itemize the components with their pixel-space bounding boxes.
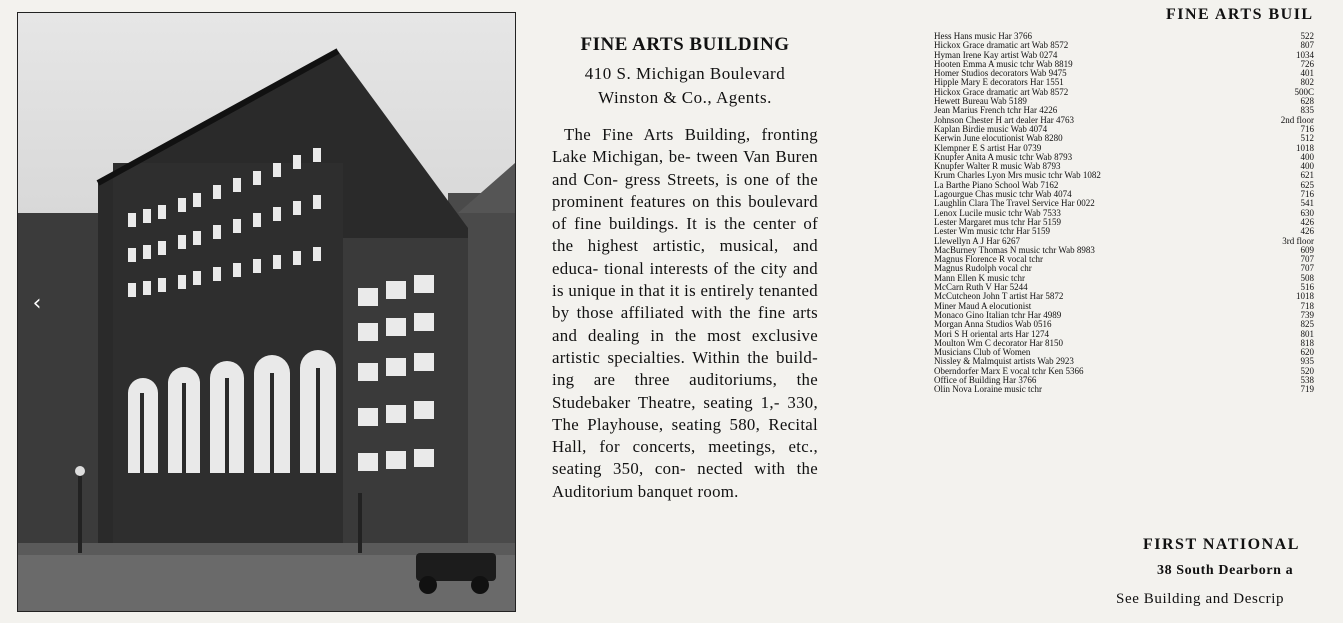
directory-row (934, 106, 1314, 115)
tenant-room: 726 (1300, 58, 1314, 69)
directory-row (934, 264, 1314, 273)
directory-row (934, 330, 1314, 339)
directory-row (934, 311, 1314, 320)
directory-row (934, 69, 1314, 78)
tenant-name: Monaco Gino Italian tchr Har 4989 (934, 310, 1062, 320)
tenant-name: Hickox Grace dramatic art Wab 8572 (934, 87, 1069, 97)
tenant-name: Kerwin June elocutionist Wab 8280 (934, 134, 1063, 144)
directory-row (934, 32, 1314, 41)
building-title: FINE ARTS BUILDING (580, 34, 790, 55)
directory-row (934, 218, 1314, 227)
directory-row (934, 237, 1314, 246)
tenant-name: Klempner E S artist Har 0739 (934, 143, 1042, 153)
tenant-name: McCarn Ruth V Har 5244 (934, 283, 1028, 293)
tenant-room: 630 (1300, 207, 1314, 218)
building-description: The Fine Arts Building, fronting Lake Michigan, be- tween Van Buren and Con- gress Streets, is one of the prominent features on this boulevard of fine buildings. It is the center of the highest artistic, musical, and educa- tional interests of the city and is unique in that it is entirely tenanted by those affiliated with the fine arts and dealing in the most exclusive artistic specialties. Within the build- ing are three auditoriums, the Studebaker Theatre, seating 1,- 330, The Playhouse, seating 580, Recital Hall, for concerts, meetings, etc., seating 350, con- nected with the Auditorium banquet room. (552, 125, 818, 501)
tenant-name: Homer Studios decorators Wab 9475 (934, 69, 1067, 79)
tenant-name: Magnus Florence R vocal tchr (934, 255, 1043, 265)
tenant-name: Nissley & Malmquist artists Wab 2923 (934, 357, 1074, 367)
tenant-name: Jean Marius French tchr Har 4226 (934, 106, 1058, 116)
directory-row (934, 339, 1314, 348)
directory-row (934, 274, 1314, 283)
directory-row (934, 97, 1314, 106)
chevron-left-icon[interactable]: ‹ (32, 291, 42, 316)
tenant-room: 716 (1300, 123, 1314, 134)
directory-row (934, 283, 1314, 292)
tenant-room: 1018 (1296, 142, 1314, 153)
tenant-directory (934, 32, 1314, 395)
directory-row (934, 348, 1314, 357)
tenant-room: 719 (1300, 384, 1314, 395)
tenant-room: 935 (1300, 356, 1314, 367)
tenant-room: 508 (1300, 272, 1314, 283)
tenant-name: Krum Charles Lyon Mrs music tchr Wab 1082 (934, 171, 1101, 181)
tenant-name: Oberndorfer Marx E vocal tchr Ken 5366 (934, 366, 1084, 376)
tenant-room: 739 (1300, 309, 1314, 320)
building-address: 410 S. Michigan Boulevard (584, 64, 786, 83)
tenant-name: Johnson Chester H art dealer Har 4763 (934, 115, 1074, 125)
tenant-room: 3rd floor (1282, 235, 1314, 246)
directory-row (934, 41, 1314, 50)
tenant-name: Hewett Bureau Wab 5189 (934, 97, 1027, 107)
directory-row (934, 367, 1314, 376)
tenant-room: 516 (1300, 282, 1314, 293)
directory-row (934, 51, 1314, 60)
tenant-room: 500C (1294, 86, 1314, 97)
tenant-room: 400 (1300, 161, 1314, 172)
tenant-room: 1018 (1296, 291, 1314, 302)
tenant-room: 401 (1300, 68, 1314, 79)
directory-row (934, 320, 1314, 329)
building-photo (17, 12, 516, 612)
tenant-room: 426 (1300, 216, 1314, 227)
building-agents: Winston & Co., Agents. (598, 88, 772, 107)
directory-row (934, 88, 1314, 97)
tenant-name: Hess Hans music Har 3766 (934, 32, 1032, 41)
directory-row (934, 302, 1314, 311)
tenant-room: 621 (1300, 170, 1314, 181)
directory-row (934, 246, 1314, 255)
tenant-room: 1034 (1296, 49, 1314, 60)
tenant-name: Miner Maud A elocutionist (934, 301, 1032, 311)
directory-row (934, 171, 1314, 180)
directory-row (934, 357, 1314, 366)
tenant-name: Moulton Wm C decorator Har 8150 (934, 338, 1064, 348)
directory-row (934, 134, 1314, 143)
tenant-room: 541 (1300, 198, 1314, 209)
tenant-room: 716 (1300, 189, 1314, 200)
tenant-name: Knupfer Walter R music Wab 8793 (934, 162, 1061, 172)
tenant-name: Lester Margaret mus tchr Har 5159 (934, 217, 1062, 227)
tenant-name: Musicians Club of Women (934, 348, 1031, 358)
description-block (552, 34, 818, 503)
tenant-name: Lenox Lucile music tchr Wab 7533 (934, 208, 1061, 218)
tenant-room: 400 (1300, 151, 1314, 162)
directory-row (934, 153, 1314, 162)
tenant-room: 426 (1300, 226, 1314, 237)
tenant-room: 707 (1300, 263, 1314, 274)
tenant-name: Morgan Anna Studios Wab 0516 (934, 320, 1052, 330)
tenant-name: Mann Ellen K music tchr (934, 273, 1025, 283)
tenant-room: 628 (1300, 96, 1314, 107)
tenant-name: Mori S H oriental arts Har 1274 (934, 329, 1049, 339)
tenant-room: 520 (1300, 365, 1314, 376)
directory-row (934, 162, 1314, 171)
tenant-room: 707 (1300, 254, 1314, 265)
directory-row (934, 60, 1314, 69)
tenant-name: Magnus Rudolph vocal chr (934, 264, 1032, 274)
directory-row (934, 190, 1314, 199)
next-building-address: 38 South Dearborn a (1157, 563, 1294, 578)
tenant-room: 620 (1300, 347, 1314, 358)
tenant-name: Knupfer Anita A music tchr Wab 8793 (934, 152, 1073, 162)
tenant-room: 538 (1300, 374, 1314, 385)
tenant-name: McCutcheon John T artist Har 5872 (934, 292, 1064, 302)
directory-row (934, 376, 1314, 385)
directory-row (934, 255, 1314, 264)
tenant-room: 2nd floor (1280, 114, 1314, 125)
tenant-name: Laughlin Clara The Travel Service Har 0022 (934, 199, 1095, 209)
building-illustration (18, 13, 515, 611)
tenant-room: 718 (1300, 300, 1314, 311)
directory-row (934, 209, 1314, 218)
directory-row (934, 181, 1314, 190)
tenant-room: 625 (1300, 179, 1314, 190)
tenant-name: Hickox Grace dramatic art Wab 8572 (934, 41, 1069, 51)
tenant-name: La Barthe Piano School Wab 7162 (934, 180, 1059, 190)
tenant-name: Llewellyn A J Har 6267 (934, 236, 1020, 246)
tenant-name: Lagourgue Chas music tchr Wab 4074 (934, 190, 1072, 200)
directory-header: FINE ARTS BUIL (1166, 6, 1314, 23)
tenant-name: Olin Nova Loraine music tchr (934, 385, 1042, 395)
tenant-room: 835 (1300, 105, 1314, 116)
tenant-room: 609 (1300, 244, 1314, 255)
next-building-title: FIRST NATIONAL (1143, 536, 1300, 553)
tenant-name: Office of Building Har 3766 (934, 375, 1037, 385)
next-building-note: See Building and Descrip (1116, 591, 1285, 607)
tenant-room: 512 (1300, 133, 1314, 144)
tenant-name: MacBurney Thomas N music tchr Wab 8983 (934, 245, 1095, 255)
tenant-name: Hyman Irene Kay artist Wab 0274 (934, 50, 1058, 60)
tenant-room: 802 (1300, 77, 1314, 88)
tenant-room: 818 (1300, 337, 1314, 348)
tenant-room: 807 (1300, 40, 1314, 51)
directory-row (934, 385, 1314, 394)
directory-row (934, 78, 1314, 87)
directory-row (934, 199, 1314, 208)
tenant-room: 801 (1300, 328, 1314, 339)
directory-row (934, 116, 1314, 125)
directory-row (934, 292, 1314, 301)
directory-row (934, 144, 1314, 153)
tenant-name: Hipple Mary E decorators Har 1551 (934, 78, 1064, 88)
tenant-name: Kaplan Birdie music Wab 4074 (934, 124, 1048, 134)
directory-row (934, 227, 1314, 236)
tenant-room: 825 (1300, 319, 1314, 330)
tenant-name: Hooten Emma A music tchr Wab 8819 (934, 59, 1073, 69)
tenant-name: Lester Wm music tchr Har 5159 (934, 227, 1051, 237)
tenant-room: 522 (1300, 31, 1314, 41)
directory-row (934, 125, 1314, 134)
